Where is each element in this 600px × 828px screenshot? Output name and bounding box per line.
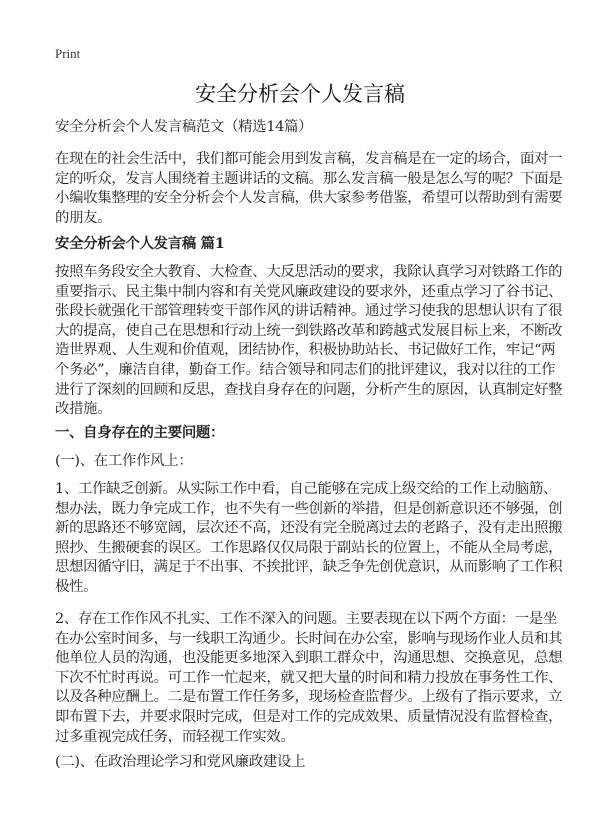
heading-one-text: 一、自身存在的主要问题： — [55, 424, 225, 441]
subheading-one — [55, 452, 555, 472]
subtitle-text: 安全分析会个人发言稿范文（精选14篇） — [55, 119, 313, 135]
text-line: 照抄、生搬硬套的误区。工作思路仅仅局限于副站长的位置上，不能从全局考虑， — [55, 539, 563, 556]
text-line: 在办公室时间多，与一线职工沟通少。长时间在办公室，影响与现场作业人员和其 — [55, 630, 563, 647]
text-line: 即布置下去，并要求限时完成，但是对工作的完成效果、质量情况没有监督检查， — [55, 708, 563, 725]
text-line: 定的听众，发言人围绕着主题讲话的文稿。那么发言稿一般是怎么写的呢？下面是 — [55, 170, 563, 187]
document-title: 安全分析会个人发言稿 — [195, 82, 405, 106]
text-line: 极性。 — [55, 578, 98, 595]
text-line: 大的提高，使自己在思想和行动上统一到铁路改革和跨越式发展目标上来，不断改 — [55, 322, 563, 339]
text-line: 个务必”，廉洁自律，勤奋工作。结合领导和同志们的批评建议，我对以往的工作 — [55, 361, 556, 378]
text-line: 以及各种应酬上。二是布置工作任务多，现场检查监督少。上级有了指示要求，立 — [55, 689, 563, 706]
intro-paragraph — [55, 150, 563, 228]
text-line: 下次不忙时再说。可工作一忙起来，就又把大量的时间和精力投放在事务性工作、 — [55, 669, 563, 686]
text-line: 重要指示、民主集中制内容和有关党风廉政建设的要求外，还重点学习了谷书记、 — [55, 283, 563, 300]
document-subtitle — [55, 118, 555, 138]
text-line: 的朋友。 — [55, 209, 112, 226]
section-heading-text: 安全分析会个人发言稿 篇1 — [55, 235, 225, 252]
text-line: 想办法，既力争完成工作，也不失有一些创新的举措，但是创新意识还不够强，创 — [55, 500, 563, 517]
subheading-two-text: (二)、在政治理论学习和党风廉政建设上 — [55, 754, 306, 770]
text-line: 在现在的社会生活中，我们都可能会用到发言稿，发言稿是在一定的场合，面对一 — [55, 151, 563, 167]
print-link[interactable]: Print — [55, 46, 81, 61]
paragraph-2 — [55, 480, 563, 598]
text-line: 进行了深刻的回顾和反思，查找自身存在的问题，分析产生的原因，认真制定好整 — [55, 381, 563, 398]
text-line: 思想因循守旧，满足于不出事、不挨批评，缺乏争先创优意识，从而影响了工作积 — [55, 559, 563, 576]
text-line: 新的思路还不够宽阔，层次还不高，还没有完全脱离过去的老路子，没有走出照搬 — [55, 520, 563, 537]
text-line: 改措施。 — [55, 401, 112, 418]
text-line: 造世界观、人生观和价值观，团结协作，积极协助站长、书记做好工作，牢记“两 — [55, 342, 556, 359]
text-line: 张段长就强化干部管理转变干部作风的讲话精神。通过学习使我的思想认识有了很 — [55, 303, 563, 320]
text-line: 他单位人员的沟通，也没能更多地深入到职工群众中，沟通思想、交换意见，总想 — [55, 650, 563, 667]
text-line: 1、工作缺乏创新。从实际工作中看，自己能够在完成上级交给的工作上动脑筋、 — [55, 481, 558, 497]
subheading-two — [55, 753, 555, 773]
text-line: 2、存在工作作风不扎实、工作不深入的问题。主要表现在以下两个方面：一是坐 — [55, 611, 558, 627]
section-heading — [55, 234, 555, 254]
paragraph-3 — [55, 610, 563, 747]
heading-one — [55, 423, 555, 443]
text-line: 过多重视完成任务，而轻视工作实效。 — [55, 728, 295, 745]
text-line: 按照车务段安全大教育、大检查、大反思活动的要求，我除认真学习对铁路工作的 — [55, 264, 563, 280]
paragraph-1 — [55, 263, 563, 420]
text-line: 小编收集整理的安全分析会个人发言稿，供大家参考借鉴，希望可以帮助到有需要 — [55, 190, 563, 207]
subheading-one-text: (一)、在工作作风上： — [55, 453, 193, 469]
